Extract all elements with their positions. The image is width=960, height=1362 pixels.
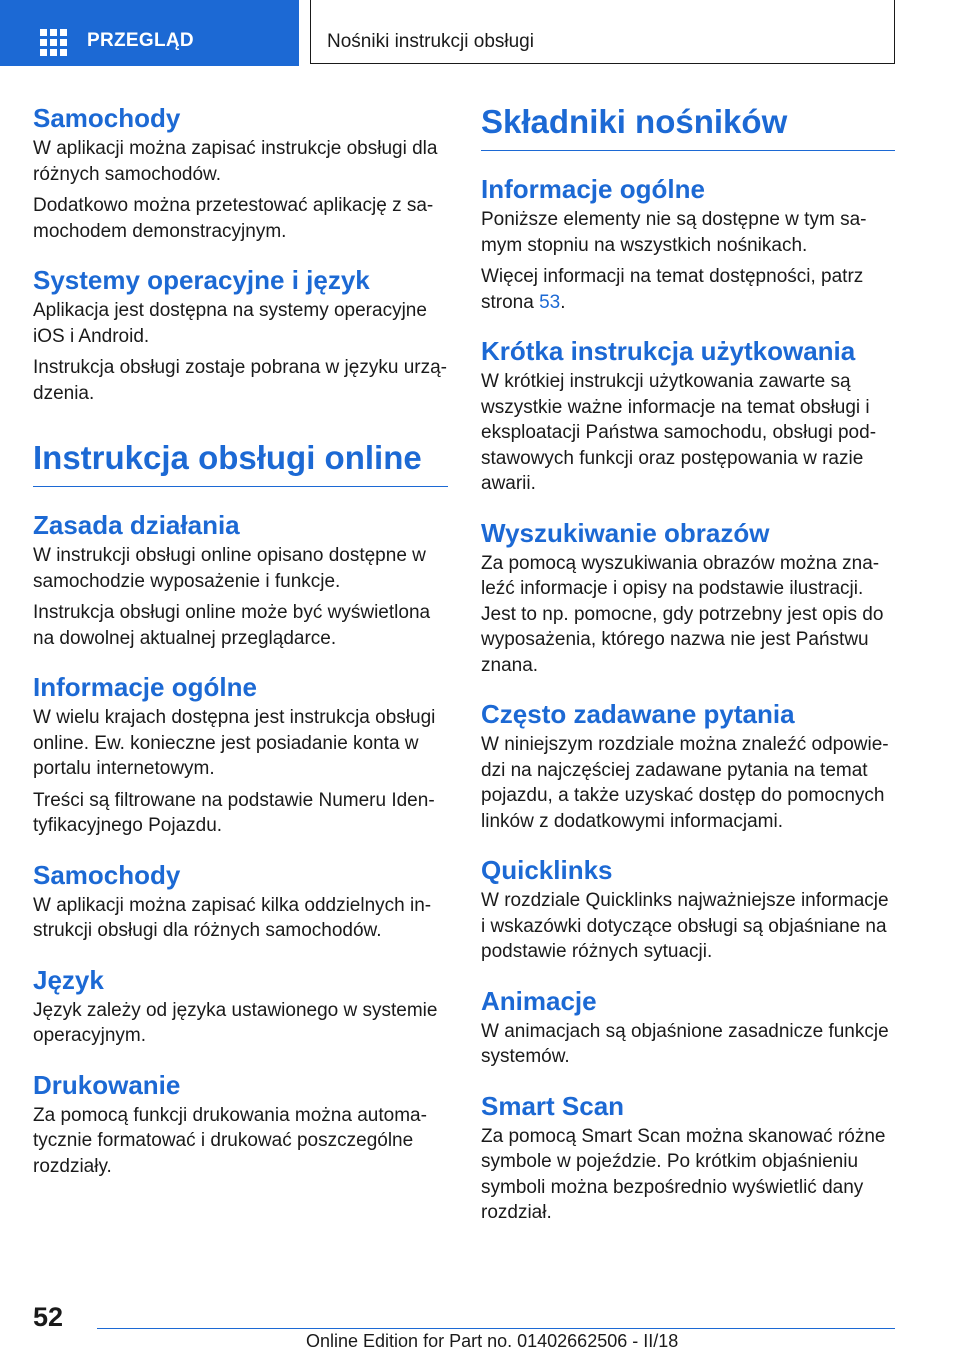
section-heading: Quicklinks [481,855,613,885]
paragraph: Język zależy od języka ustawionego w systemie operacyjnym. [33,999,438,1046]
page-link[interactable]: 53 [539,291,561,313]
paragraph: W aplikacji można zapisać kilka oddzielnych instrukcji obsługi dla różnych samochodów. [33,894,432,941]
paragraph: Za pomocą wyszukiwania obrazów można znaleźć informacje i opisy na podstawie ilustracji. Jest to np. pomocne, gdy potrzebny jest opis do wyposażenia, którego nazwa nie jest Państwu znana. [481,552,884,676]
paragraph: Aplikacja jest dostępna na systemy operacyjne iOS i Android. [33,300,427,347]
section-heading: Wyszukiwanie obrazów [481,517,770,548]
section-heading: Krótka instrukcja użytkowania [481,336,856,366]
paragraph: Treści są filtrowane na podstawie Numeru Identyfikacyjnego Pojazdu. [33,789,435,836]
paragraph: W wielu krajach dostępna jest instrukcja obsługi online. Ew. konieczne jest posiadanie konta w portalu internetowym. [33,707,436,779]
chapter-heading: Składniki nośników [481,102,895,151]
grid-icon [40,29,67,52]
section-heading: Zasada działania [33,510,240,540]
paragraph: W aplikacji można zapisać instrukcje obsługi dla różnych samochodów. [33,138,438,185]
paragraph: Za pomocą Smart Scan można skanować różne symbole w pojeździe. Po krótkim objaśnieniu symboli można bezpośrednio wyświetlić dany rozdział. [481,1125,886,1223]
chapter-heading: Instrukcja obsługi online [33,438,448,487]
paragraph: Poniższe elementy nie są dostępne w tym samym stopniu na wszystkich nośnikach. [481,209,867,256]
right-column [481,102,895,1226]
section-heading: Smart Scan [481,1090,625,1121]
section-heading: Drukowanie [33,1069,181,1100]
paragraph: Dodatkowo można przetestować aplikację z samochodem demonstracyjnym. [33,195,434,242]
paragraph: W niniejszym rozdziale można znaleźć odpowiedzi na najczęściej zadawane pytania na temat pojazdu, a także uzyskać dostęp do pomocnych linków z dodatkowymi informacjami. [481,734,889,832]
tab-overview[interactable] [0,0,299,66]
paragraph: W animacjach są objaśnione zasadnicze funkcje systemów. [481,1020,889,1067]
section-heading: Samochody [33,103,181,133]
section-heading: Systemy operacyjne i język [33,265,370,295]
footer-divider [97,1328,895,1329]
paragraph: W rozdziale Quicklinks najważniejsze informacje i wskazówki dotyczące obsługi są objaśniane na podstawie różnych sytuacji. [481,890,889,962]
section-heading: Często zadawane pytania [481,699,795,729]
top-navigation-bar [0,0,960,66]
paragraph: W krótkiej instrukcji użytkowania zawarte są wszystkie ważne informacje na temat obsługi i eksploatacji Państwa samochodu, obsługi podstawowych funkcji oraz postępowania w razie awarii. [481,371,877,494]
tab-overview-label: PRZEGLĄD [87,30,194,51]
paragraph: W instrukcji obsługi online opisano dostępne w samochodzie wyposażenie i funkcje. [33,545,426,592]
section-heading: Język [33,964,104,995]
tab-section-title[interactable] [310,0,895,64]
paragraph-text: . [560,291,566,313]
paragraph [481,264,895,315]
paragraph-text: Więcej informacji na temat dostępności, patrz strona [481,266,864,313]
paragraph: Za pomocą funkcji drukowania można automatycznie formatować i drukować poszczególne rozdziały. [33,1104,427,1177]
paragraph: Instrukcja obsługi zostaje pobrana w języku urządzenia. [33,357,447,404]
section-heading: Samochody [33,859,181,890]
paragraph: Instrukcja obsługi online może być wyświetlona na dowolnej aktualnej przeglądarce. [33,602,431,649]
section-heading: Informacje ogólne [481,174,705,204]
section-heading: Informacje ogólne [33,672,257,702]
tab-section-title-label: Nośniki instrukcji obsługi [327,31,534,52]
page-number: 52 [33,1302,64,1332]
edition-info: Online Edition for Part no. 01402662506 - II/18 [306,1331,679,1351]
section-heading: Animacje [481,985,597,1016]
left-column [33,102,448,1179]
